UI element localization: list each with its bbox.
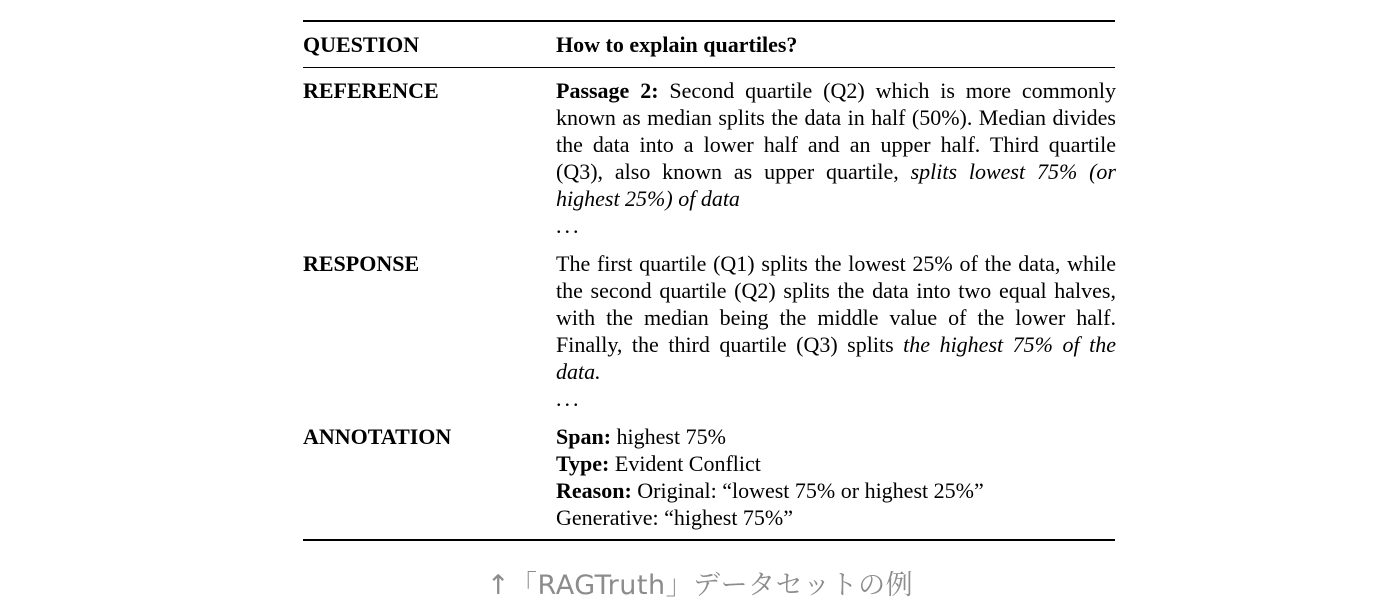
annotation-type [556,450,1116,477]
response-content [556,250,1116,412]
reference-text: Second quartile (Q2) which is more commonly known as median splits the data in half (50%). Median divides the data into a lower half and an upper half. Third quartile (Q3), also known as upper quartile, [556,78,1116,184]
annotation-span-value: highest 75% [611,424,726,449]
figure-caption: ↑「RAGTruth」データセットの例 [486,570,914,601]
response-text: The first quartile (Q1) splits the lowest 25% of the data, while the second quartile (Q2) splits the data into two equal halves, with the median being the middle value of the lower half. Finally, the third quartile (Q3) splits [556,251,1116,357]
question-text [556,31,1116,58]
table-top-rule [303,20,1115,22]
response-label: RESPONSE [303,251,420,276]
annotation-type-label: Type: [556,451,610,476]
question-value: How to explain quartiles? [556,32,798,57]
annotation-reason-label: Reason: [556,478,632,503]
header-rule-row [303,67,1115,68]
annotation-content [556,423,1116,531]
annotation-generative: Generative: “highest 75%” [556,505,794,530]
reference-lead: Passage 2: [556,78,659,103]
reference-ellipsis: ... [556,213,582,238]
response-highlight: the highest 75% of the data. [556,332,1117,384]
reference-passage [556,77,1116,212]
ragtruth-example-table [303,20,1117,530]
annotation-span [556,423,1116,450]
reference-highlight: splits lowest 75% (or highest 25%) of data [556,159,1116,211]
table-header-rule [303,67,1115,68]
annotation-label: ANNOTATION [303,424,452,449]
response-passage [556,250,1116,385]
question-label: QUESTION [303,32,420,57]
annotation-reason-value: Original: “lowest 75% or highest 25%” [631,478,984,503]
annotation-reason [556,477,1116,504]
reference-content [556,77,1116,239]
reference-label: REFERENCE [303,78,439,103]
table-bottom-rule [303,539,1115,541]
response-ellipsis: ... [556,386,582,411]
annotation-span-label: Span: [556,424,612,449]
annotation-type-value: Evident Conflict [609,451,761,476]
